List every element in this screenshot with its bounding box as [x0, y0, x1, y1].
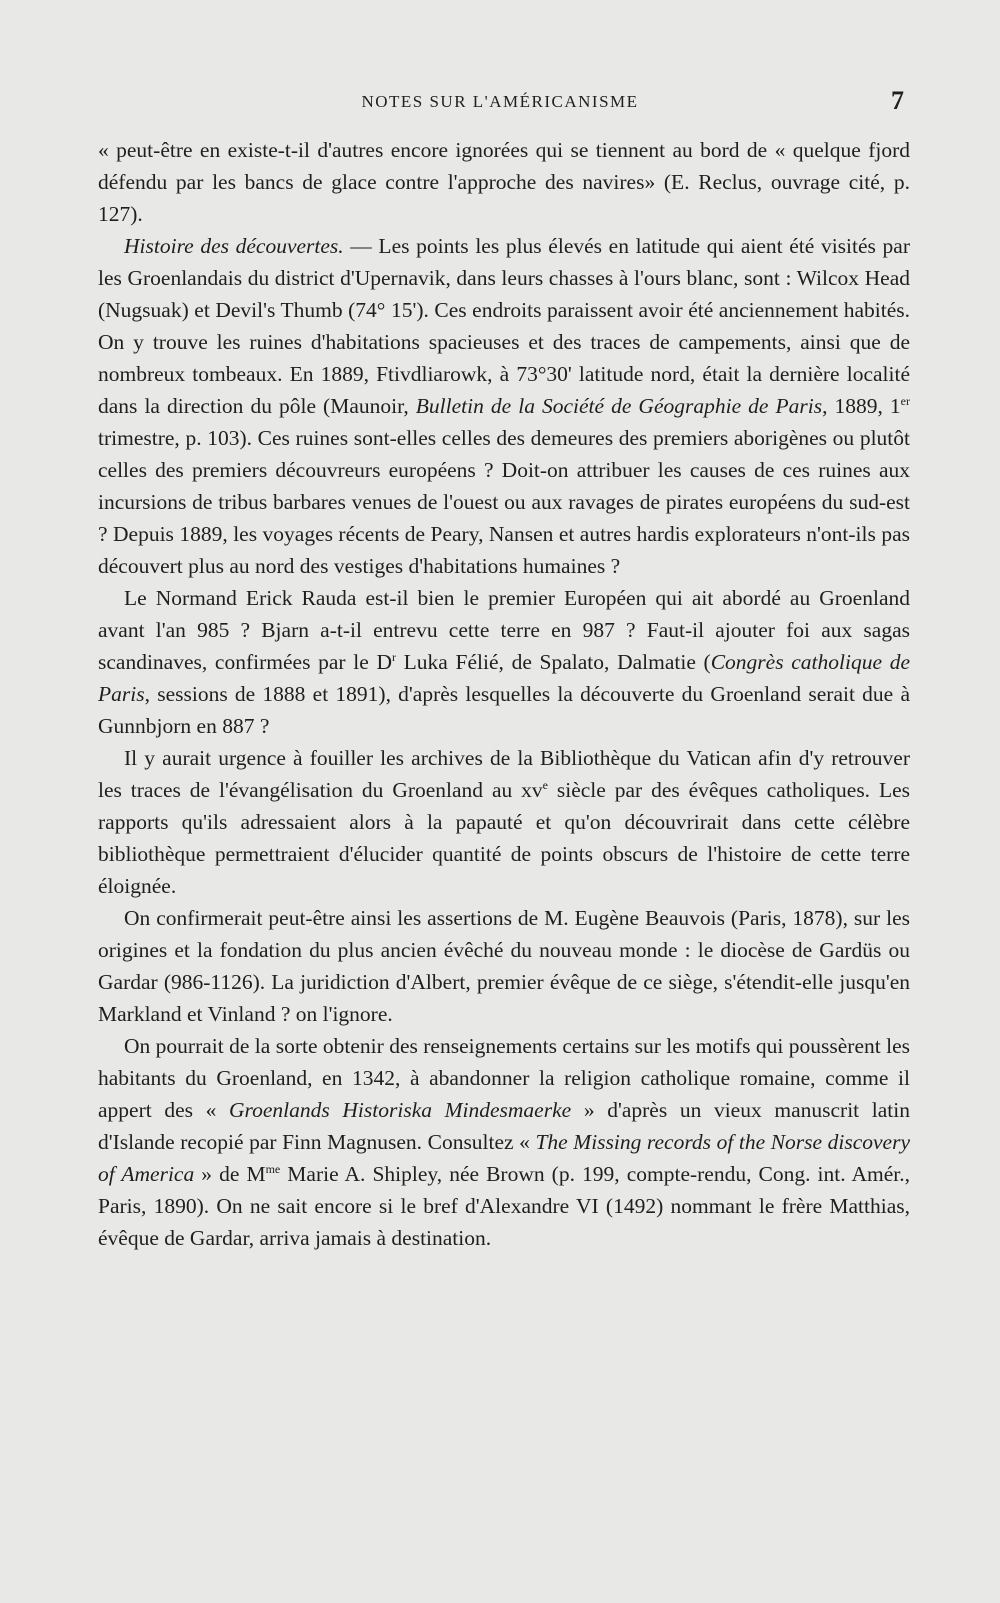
- section-heading: Histoire des découvertes.: [124, 234, 344, 258]
- missing-records-title: The Missing records of the Norse discovery of America: [98, 1130, 910, 1186]
- paragraph-histoire-des-decouvertes: Histoire des découvertes. — Les points les plus élevés en latitude qui aient été visités par les Groenlandais du district d'Upernavik, dans leurs chasses à l'ours blanc, sont : Wilcox Head (Nugsuak) et Devil's Thumb (74° 15'). Ces endroits paraissent avoir été anciennement habités. On y trouve les ruines d'habitations spacieuses et des traces de campements, ainsi que de nombreux tombeaux. En 1889, Ftivdliarowk, à 73°30' latitude nord, était la dernière localité dans la direction du pôle (Maunoir, Bulletin de la Société de Géographie de Paris, 1889, 1er trimestre, p. 103). Ces ruines sont-elles celles des demeures des premiers aborigènes ou plutôt celles des premiers découvreurs européens ? Doit-on attribuer les causes de ces ruines aux incursions de tribus barbares venues de l'ouest ou aux ravages de pirates européens du sud-est ? Depuis 1889, les voyages récents de Peary, Nansen et autres hardis explorateurs n'ont-ils pas découvert plus au nord des vestiges d'habitations humaines ?: [98, 234, 910, 578]
- paragraph-beauvois: On confirmerait peut-être ainsi les assertions de M. Eugène Beauvois (Paris, 1878), sur les origines et la fondation du plus ancien évêché du nouveau monde : le diocèse de Gardüs ou Gardar (986-1126). La juridiction d'Albert, premier évêque de ce siège, s'étendit-elle jusqu'en Markland et Vinland ? on l'ignore.: [98, 906, 910, 1026]
- congress-title: Congrès catholique de Paris: [98, 650, 910, 706]
- paragraph-quote-continuation: « peut-être en existe-t-il d'autres encore ignorées qui se tiennent au bord de « quelque fjord défendu par les bancs de glace contre l'approche des navires» (E. Reclus, ouvrage cité, p. 127).: [98, 138, 910, 226]
- body-text: [98, 134, 910, 1254]
- manuscript-title: Groenlands Historiska Mindesmaerke: [229, 1098, 572, 1122]
- running-head: [0, 86, 1000, 120]
- running-title: NOTES SUR L'AMÉRICANISME: [361, 92, 639, 111]
- paragraph-erick-rauda: Le Normand Erick Rauda est-il bien le premier Européen qui ait abordé au Groenland avant l'an 985 ? Bjarn a-t-il entrevu cette terre en 987 ? Faut-il ajouter foi aux sagas scandinaves, confirmées par le $D^r$ Luka Félié, de Spalato, Dalmatie (Congrès catholique de Paris, sessions de 1888 et 1891), d'après lesquelles la découverte du Groenland serait due à Gunnbjorn en 887 ?: [98, 586, 910, 738]
- page-number: 7: [891, 86, 904, 115]
- paragraph-renseignements: On pourrait de la sorte obtenir des renseignements certains sur les motifs qui poussèrent les habitants du Groenland, en 1342, à abandonner la religion catholique romaine, comme il appert des « Groenlands Historiska Mindesmaerke » d'après un vieux manuscrit latin d'Islande recopié par Finn Magnusen. Consultez « The Missing records of the Norse discovery of America » de $M^{me}$ Marie A. Shipley, née Brown (p. 199, compte-rendu, Cong. int. Amér., Paris, 1890). On ne sait encore si le bref d'Alexandre VI (1492) nommant le frère Matthias, évêque de Gardar, arriva jamais à destination.: [98, 1034, 911, 1250]
- journal-title: Bulletin de la Société de Géographie de Paris: [415, 394, 823, 418]
- paragraph-vatican: Il y aurait urgence à fouiller les archives de la Bibliothèque du Vatican afin d'y retrouver les traces de l'évangélisation du Groenland au $xv^e$ siècle par des évêques catholiques. Les rapports qu'ils adressaient alors à la papauté et qu'on découvrirait dans cette célèbre bibliothèque permettraient d'élucider quantité de points obscurs de l'histoire de cette terre éloignée.: [98, 746, 910, 898]
